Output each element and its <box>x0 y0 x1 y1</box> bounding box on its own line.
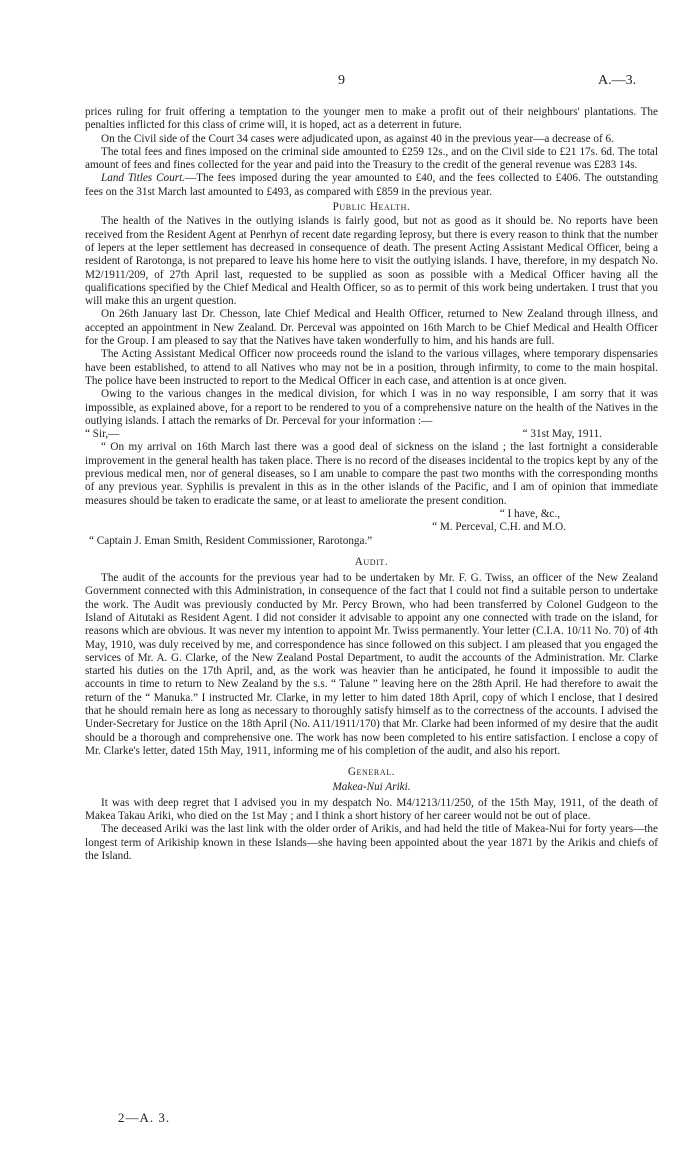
document-reference: A.—3. <box>598 73 637 88</box>
letter-date: “ 31st May, 1911. <box>522 428 602 441</box>
paragraph-makea-death: It was with deep regret that I advised you in my despatch No. M4/1213/11/250, of the 15th May, 1911, of the death of Makea Takau Ariki, who died on the 1st May ; and I think a short history of her career would not be out of place. <box>85 796 658 823</box>
paragraph-audit: The audit of the accounts for the previous year had to be undertaken by Mr. F. G. Twiss, an officer of the New Zealand Government connected with this Administration, in consequence of the fact that I could not find a suitable person to undertake the work. The Audit was previously conducted by Mr. Percy Brown, who had been transferred by Colonel Gudgeon to the Island of Aitutaki as Resident Agent. I did not consider it advisable to appoint any one connected with trade on the island, for reasons which are obvious. It was never my intention to appoint Mr. Twiss permanently. Your letter (C.I.A. 10/11 No. 70) of 4th May, 1910, was duly received by me, and correspondence has since followed on this subject. I am pleased that you engaged the services of Mr. A. G. Clarke, of the New Zealand Postal Department, to audit the accounts of the Administration. Mr. Clarke started his duties on the 17th April, and, as the work was heavier than he anticipated, he found it impossible to audit the accounts in time to return to New Zealand by the s.s. “ Talune ” leaving here on the 28th April. He had therefore to await the return of the “ Manuka.” I instructed Mr. Clarke, in my letter to him dated 18th April, copy of which I enclose, that I desired that he should remain here as long as necessary to thoroughly satisfy himself as to the correctness of the accounts. I advised the Under-Secretary for Justice on the 18th April (No. A11/1911/170) that Mr. Clarke had been informed of my desire that the audit should be a thorough and comprehensive one. The work has now been completed to his entire satisfaction. I enclose a copy of Mr. Clarke's letter, dated 15th May, 1911, informing me of his completion of the audit, and also his report. <box>85 572 658 757</box>
paragraph-fees-fines: The total fees and fines imposed on the criminal side amounted to £259 12s., and on the Civil side to £21 17s. 6d. The total amount of fees and fines collected for the year and paid into the Treasury to the credit of the general revenue was £283 14s. <box>85 145 658 172</box>
heading-public-health: Public Health. <box>332 201 411 214</box>
paragraph-civil-cases: On the Civil side of the Court 34 cases were adjudicated upon, as against 40 in the previous year—a decrease of 6. <box>101 132 614 145</box>
heading-general: General. <box>347 766 396 779</box>
subheading-makea-nui: Makea-Nui Ariki. <box>332 780 411 793</box>
letter-closing: “ I have, &c., <box>499 507 560 520</box>
letter-salutation: “ Sir,— <box>85 428 120 441</box>
paragraph-land-titles <box>85 172 658 199</box>
heading-audit: Audit. <box>354 555 389 568</box>
land-titles-text: —The fees imposed during the year amounted to £40, and the fees collected to £406. The outstanding fees on the 31st March last amounted to £493, as compared with £859 in the previous year. <box>85 172 658 198</box>
land-titles-lead: Land Titles Court. <box>101 172 185 185</box>
letter-addressee: “ Captain J. Eman Smith, Resident Commissioner, Rarotonga.” <box>89 534 373 547</box>
paragraph-dr-chesson: On 26th January last Dr. Chesson, late Chief Medical and Health Officer, returned to New Zealand through illness, and accepted an appointment in New Zealand. Dr. Perceval was appointed on 16th March to be Chief Medical and Health Officer for the Group. I am pleased to say that the Natives have taken wonderfully to him, and his hands are full. <box>85 308 658 348</box>
letter-body: “ On my arrival on 16th March last there was a good deal of sickness on the island ; the last fortnight a considerable improvement in the general health has taken place. There is no record of the diseases incidental to the tropics kept by any of the previous medical men, nor of general diseases, so I am unable to compare the past two months with the corresponding months of any previous year. Syphilis is prevalent in this as in the other islands of the Pacific, and I am of opinion that immediate measures should be taken to eradicate the same, or at least to ameliorate the present condition. <box>85 441 658 507</box>
paragraph-makea-history: The deceased Ariki was the last link with the older order of Arikis, and had held the title of Makea-Nui for forty years—the longest term of Arikiship known in these Islands—she having been appointed about the year 1871 by the Arikis and chiefs of the Island. <box>85 823 658 863</box>
paragraph-fruit-crime: prices ruling for fruit offering a temptation to the younger men to make a profit out of their neighbours' plantations. The penalties inflicted for this class of crime will, it is hoped, act as a deterrent in future. <box>85 106 658 132</box>
page-body <box>85 106 658 863</box>
letter-signature: “ M. Perceval, C.H. and M.O. <box>432 521 566 534</box>
footer-signature-mark: 2—A. 3. <box>118 1110 171 1125</box>
paragraph-medical-changes: Owing to the various changes in the medical division, for which I was in no way responsible, I am sorry that it was impossible, as explained above, for a report to be rendered to you of a comprehensive nature on the health of the Natives in the outlying islands. I attach the remarks of Dr. Perceval for your information :— <box>85 388 658 427</box>
paragraph-dispensaries: The Acting Assistant Medical Officer now proceeds round the island to the various villages, where temporary dispensaries have been established, to attend to all Natives who may not be in a position, through infirmity, to come to the main hospital. The police have been instructed to report to the Medical Officer in each case, and attention is at once given. <box>85 348 658 387</box>
letter-header <box>85 428 658 441</box>
paragraph-health-outlying: The health of the Natives in the outlying islands is fairly good, but not as good as it should be. No reports have been received from the Resident Agent at Penrhyn of recent date regarding leprosy, but there is every reason to think that the number of lepers at the leper settlement has decreased in consequence of death. The present Acting Assistant Medical Officer, being a resident of Rarotonga, is not prepared to leave his home here to visit the outlying islands. I have, therefore, in my despatch No. M2/1911/209, of 27th April last, requested to be supplied as soon as possible with a Medical Officer having all the qualifications specified by the Chief Medical and Health Officer, so as to permit of this work being undertaken. I trust that you will make this an urgent question. <box>85 215 658 308</box>
page-number: 9 <box>338 73 345 88</box>
